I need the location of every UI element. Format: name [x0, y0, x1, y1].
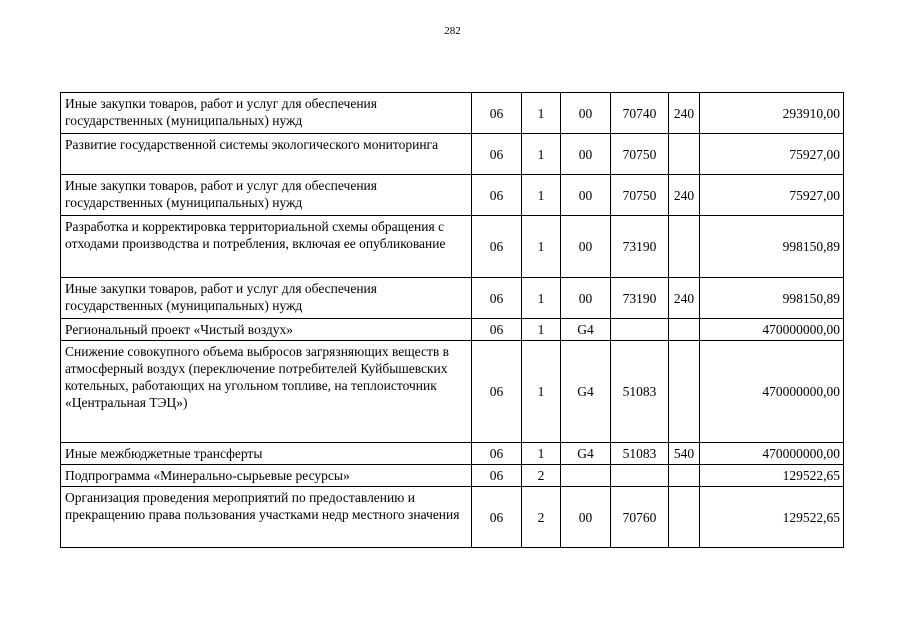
row-program-code: 1 — [522, 341, 561, 443]
row-item-code: 51083 — [611, 341, 669, 443]
row-name: Подпрограмма «Минерально-сырьевые ресурсы» — [61, 465, 472, 487]
row-subprogram-code: G4 — [561, 341, 611, 443]
row-expense-type: 540 — [669, 443, 700, 465]
page-number: 282 — [444, 25, 461, 37]
row-program-code: 1 — [522, 175, 561, 216]
table-row — [61, 319, 844, 341]
row-section-code: 06 — [472, 465, 522, 487]
row-subprogram-code — [561, 465, 611, 487]
row-item-code — [611, 319, 669, 341]
row-name: Иные закупки товаров, работ и услуг для обеспечения государственных (муниципальных) нужд — [61, 175, 472, 216]
row-expense-type: 240 — [669, 93, 700, 134]
row-subprogram-code: 00 — [561, 216, 611, 278]
row-amount: 75927,00 — [700, 175, 844, 216]
row-section-code: 06 — [472, 341, 522, 443]
row-subprogram-code: G4 — [561, 319, 611, 341]
table-row — [61, 175, 844, 216]
row-program-code: 2 — [522, 487, 561, 548]
row-subprogram-code: 00 — [561, 134, 611, 175]
row-amount: 129522,65 — [700, 465, 844, 487]
row-subprogram-code: 00 — [561, 487, 611, 548]
row-expense-type: 240 — [669, 175, 700, 216]
table-row — [61, 443, 844, 465]
row-amount: 293910,00 — [700, 93, 844, 134]
row-section-code: 06 — [472, 443, 522, 465]
row-name: Иные закупки товаров, работ и услуг для обеспечения государственных (муниципальных) нужд — [61, 278, 472, 319]
row-amount: 470000000,00 — [700, 443, 844, 465]
row-subprogram-code: 00 — [561, 175, 611, 216]
row-section-code: 06 — [472, 487, 522, 548]
row-program-code: 1 — [522, 278, 561, 319]
row-section-code: 06 — [472, 319, 522, 341]
table-row — [61, 216, 844, 278]
row-expense-type — [669, 216, 700, 278]
table-row — [61, 278, 844, 319]
row-name: Иные межбюджетные трансферты — [61, 443, 472, 465]
row-amount: 998150,89 — [700, 278, 844, 319]
row-amount: 129522,65 — [700, 487, 844, 548]
table-row — [61, 341, 844, 443]
row-section-code: 06 — [472, 175, 522, 216]
row-name: Иные закупки товаров, работ и услуг для обеспечения государственных (муниципальных) нужд — [61, 93, 472, 134]
row-section-code: 06 — [472, 93, 522, 134]
row-subprogram-code: G4 — [561, 443, 611, 465]
row-expense-type — [669, 134, 700, 175]
row-section-code: 06 — [472, 134, 522, 175]
row-name: Развитие государственной системы экологического мониторинга — [61, 134, 472, 175]
row-amount: 998150,89 — [700, 216, 844, 278]
row-program-code: 1 — [522, 216, 561, 278]
row-item-code: 51083 — [611, 443, 669, 465]
row-section-code: 06 — [472, 278, 522, 319]
row-name: Разработка и корректировка территориальной схемы обращения с отходами производства и потребления, включая ее опубликование — [61, 216, 472, 278]
row-program-code: 1 — [522, 319, 561, 341]
row-expense-type: 240 — [669, 278, 700, 319]
table-row — [61, 134, 844, 175]
row-subprogram-code: 00 — [561, 93, 611, 134]
row-program-code: 1 — [522, 93, 561, 134]
row-item-code: 73190 — [611, 278, 669, 319]
row-item-code: 73190 — [611, 216, 669, 278]
row-item-code: 70760 — [611, 487, 669, 548]
row-name: Региональный проект «Чистый воздух» — [61, 319, 472, 341]
row-name: Снижение совокупного объема выбросов загрязняющих веществ в атмосферный воздух (переключение потребителей Куйбышевских котельных, работающих на угольном топливе, на теплоисточник «Центральная ТЭЦ») — [61, 341, 472, 443]
row-name: Организация проведения мероприятий по предоставлению и прекращению права пользования участками недр местного значения — [61, 487, 472, 548]
row-section-code: 06 — [472, 216, 522, 278]
row-subprogram-code: 00 — [561, 278, 611, 319]
row-amount: 470000000,00 — [700, 319, 844, 341]
row-amount: 470000000,00 — [700, 341, 844, 443]
row-expense-type — [669, 487, 700, 548]
table-row — [61, 93, 844, 134]
row-item-code — [611, 465, 669, 487]
row-expense-type — [669, 465, 700, 487]
row-program-code: 1 — [522, 134, 561, 175]
row-program-code: 1 — [522, 443, 561, 465]
row-amount: 75927,00 — [700, 134, 844, 175]
row-expense-type — [669, 341, 700, 443]
row-item-code: 70750 — [611, 134, 669, 175]
table-row — [61, 487, 844, 548]
budget-table — [60, 92, 844, 548]
row-item-code: 70750 — [611, 175, 669, 216]
table-row — [61, 465, 844, 487]
row-expense-type — [669, 319, 700, 341]
row-item-code: 70740 — [611, 93, 669, 134]
row-program-code: 2 — [522, 465, 561, 487]
